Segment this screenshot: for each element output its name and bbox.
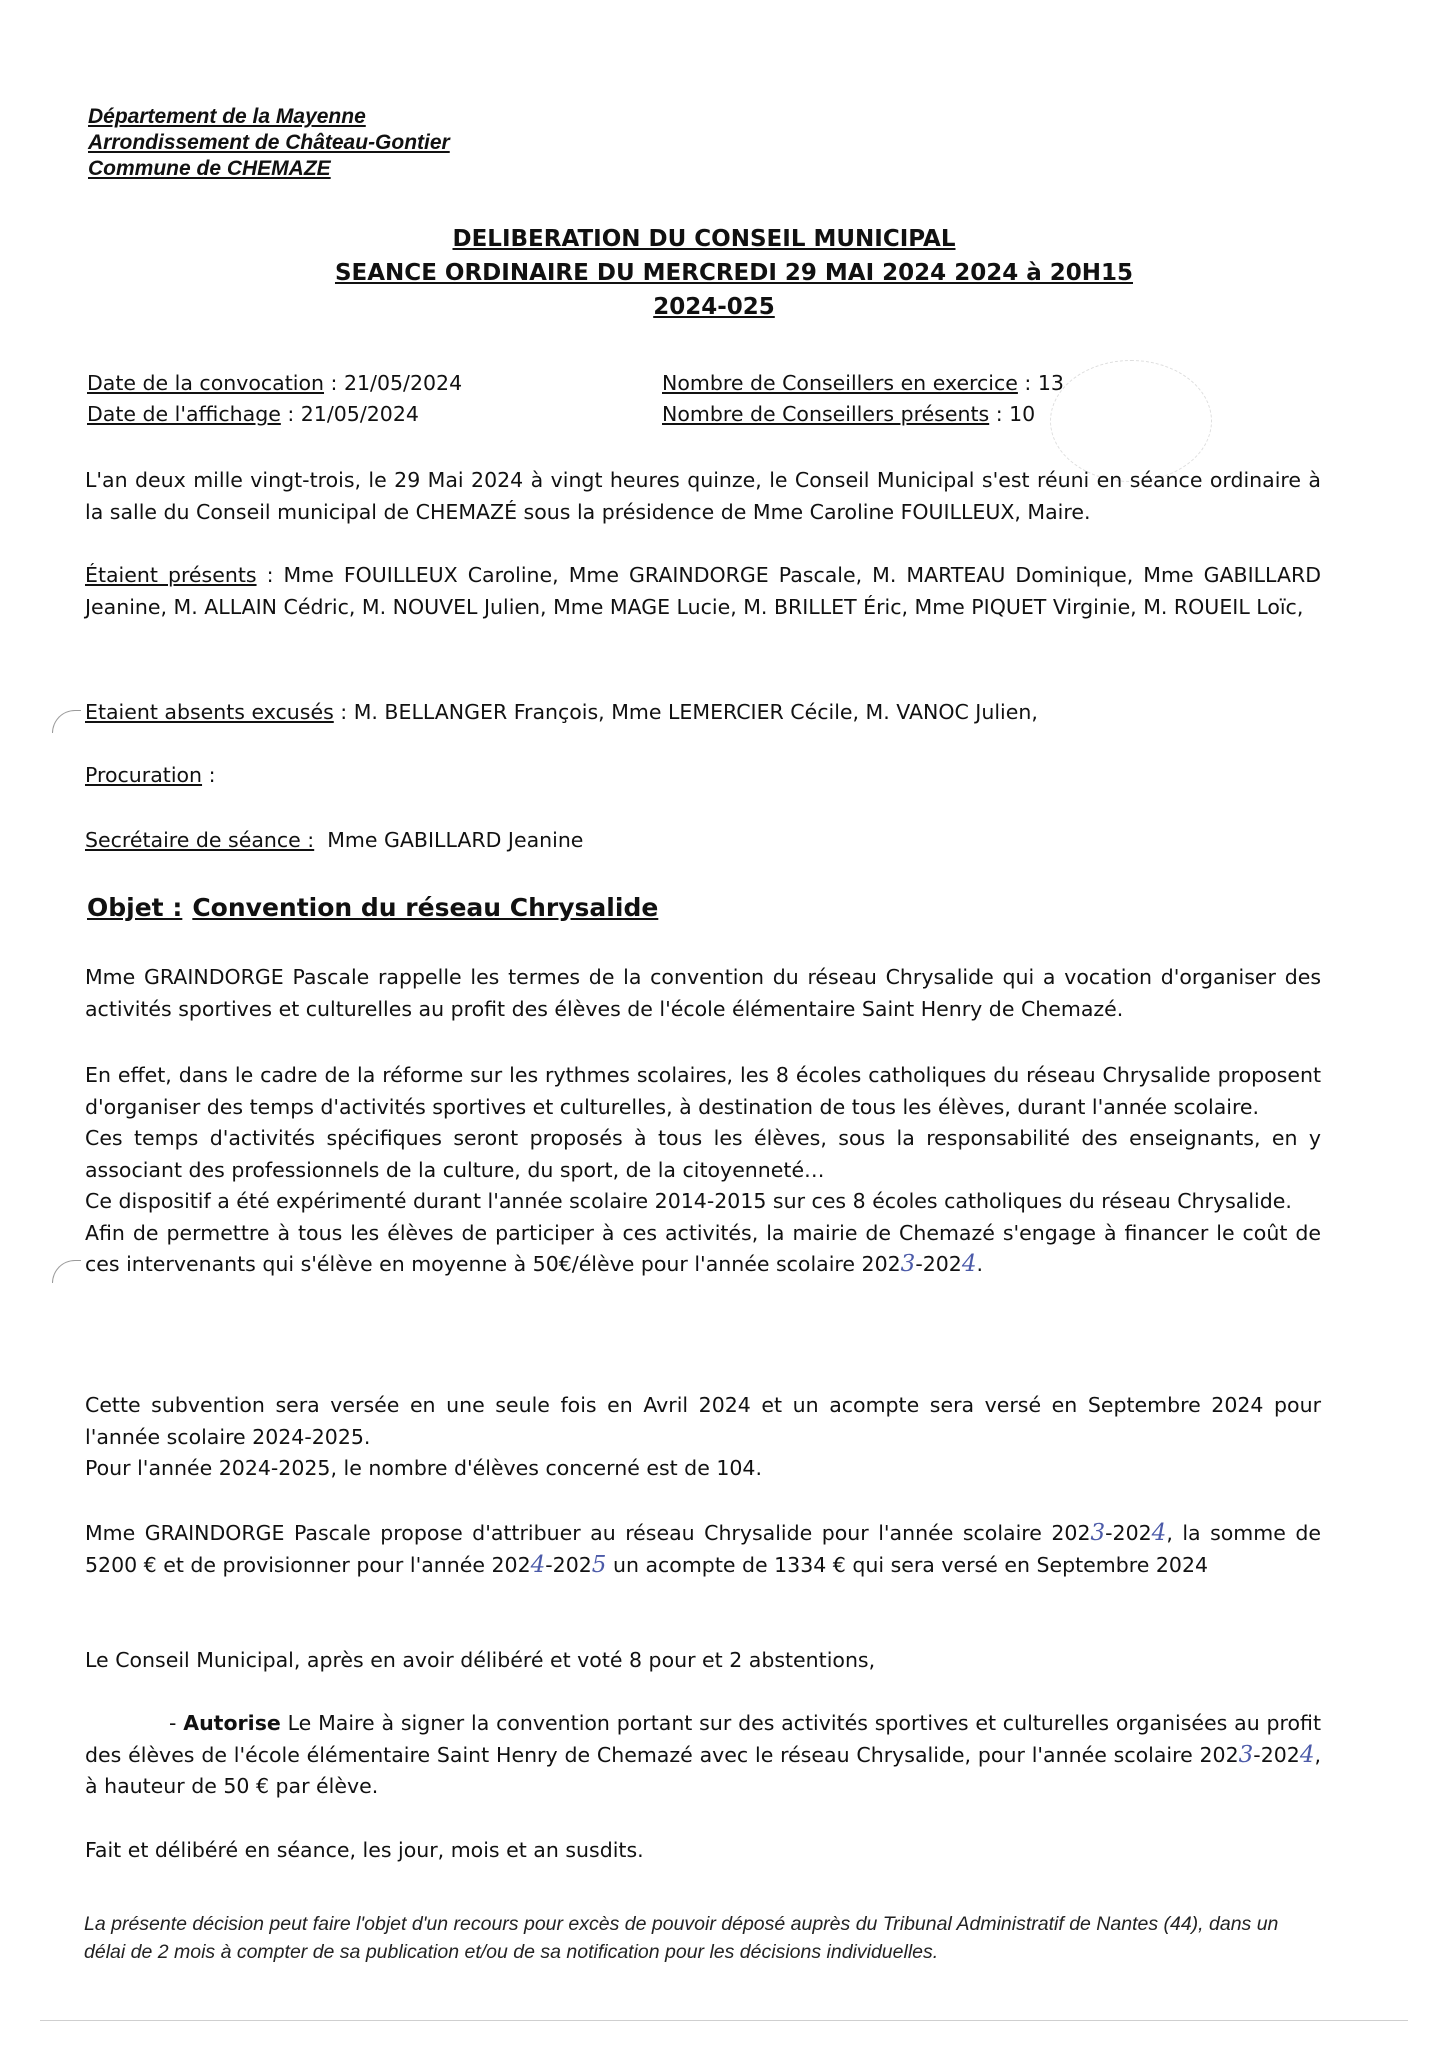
handwritten-correction: 4	[961, 1251, 977, 1277]
councillors-presents	[662, 399, 1064, 430]
punch-hole-mark	[52, 710, 81, 733]
procuration-paragraph	[85, 760, 1321, 792]
affichage-value: : 21/05/2024	[280, 402, 419, 426]
page-bottom-rule	[40, 2020, 1408, 2021]
secretaire-value: Mme GABILLARD Jeanine	[314, 828, 584, 852]
document-title	[0, 222, 1448, 324]
decision-item: - Autorise Le Maire à signer la convention portant sur des activités sportives et culturelles organisées au profit des élèves de l'école élémentaire Saint Henry de Chemazé avec le réseau Chrysalide, pour l'année scolaire 2023-2024, à hauteur de 50 € par élève.	[85, 1711, 1321, 1798]
vote-text: Le Conseil Municipal, après en avoir délibéré et voté 8 pour et 2 abstentions,	[85, 1648, 876, 1672]
body-text-7: Pour l'année 2024-2025, le nombre d'élèves concerné est de 104.	[85, 1456, 762, 1480]
absents-paragraph	[85, 697, 1321, 729]
title-seance: SEANCE ORDINAIRE DU MERCREDI 29 MAI 2024 2024 à 20H15	[334, 260, 1133, 286]
exercice-label: Nombre de Conseillers en exercice	[662, 371, 1018, 395]
vote-paragraph	[85, 1645, 1321, 1677]
handwritten-correction: 4	[1299, 1741, 1315, 1768]
dates-block	[87, 368, 462, 430]
closing-text: Fait et délibéré en séance, les jour, mois et an susdits.	[85, 1838, 644, 1862]
secretaire-label: Secrétaire de séance :	[85, 828, 315, 852]
objet-value: Convention du réseau Chrysalide	[192, 893, 659, 922]
commune-line: Commune de CHEMAZE	[88, 157, 331, 180]
decision-verb: Autorise	[183, 1711, 281, 1735]
presents-count-value: : 10	[989, 402, 1036, 426]
body-paragraph-group	[85, 1060, 1321, 1281]
convocation-label: Date de la convocation	[87, 371, 325, 395]
title-number: 2024-025	[653, 294, 775, 320]
closing-paragraph	[85, 1835, 1321, 1867]
body-text-1: Mme GRAINDORGE Pascale rappelle les termes de la convention du réseau Chrysalide qui a vocation d'organiser des activités sportives et culturelles au profit des élèves de l'école élémentaire Saint Henry de Chemazé.	[85, 965, 1321, 1021]
body-text-8: Mme GRAINDORGE Pascale propose d'attribuer au réseau Chrysalide pour l'année scolaire 2023-2024, la somme de 5200 € et de provisionner pour l'année 2024-2025 un acompte de 1334 € qui sera versé en Septembre 2024	[85, 1520, 1321, 1578]
affichage-date	[87, 399, 462, 430]
presents-paragraph	[85, 560, 1321, 623]
body-paragraph-subvention	[85, 1390, 1321, 1485]
body-text-2: En effet, dans le cadre de la réforme sur les rythmes scolaires, les 8 écoles catholiques du réseau Chrysalide proposent d'organiser des temps d'activités sportives et culturelles, à destination de tous les élèves, durant l'année scolaire.	[85, 1063, 1321, 1119]
secretaire-paragraph	[85, 825, 1321, 857]
handwritten-correction: 3	[1238, 1741, 1254, 1768]
absents-list: : M. BELLANGER François, Mme LEMERCIER Cécile, M. VANOC Julien,	[333, 700, 1038, 724]
legal-footnote: La présente décision peut faire l'objet d'un recours pour excès de pouvoir déposé auprès du Tribunal Administratif de Nantes (44), dans un délai de 2 mois à compter de sa publication et/ou de sa notification pour les décisions individuelles.	[84, 1913, 1279, 1963]
handwritten-correction: 3	[1090, 1520, 1106, 1546]
procuration-value: :	[202, 763, 216, 787]
handwritten-correction: 5	[591, 1551, 607, 1578]
department-line: Département de la Mayenne	[88, 105, 366, 128]
convocation-value: : 21/05/2024	[324, 371, 463, 395]
body-text-6: Cette subvention sera versée en une seule fois en Avril 2024 et un acompte sera versé en Septembre 2024 pour l'année scolaire 2024-2025.	[85, 1393, 1321, 1449]
exercice-value: : 13	[1017, 371, 1064, 395]
presents-count-label: Nombre de Conseillers présents	[662, 402, 990, 426]
objet-heading	[87, 891, 658, 925]
administrative-header	[88, 104, 450, 182]
convocation-date	[87, 368, 462, 399]
title-deliberation: DELIBERATION DU CONSEIL MUNICIPAL	[452, 226, 956, 252]
body-text-3: Ces temps d'activités spécifiques seront proposés à tous les élèves, sous la responsabilité des enseignants, en y associant des professionnels de la culture, du sport, de la citoyenneté…	[85, 1126, 1321, 1182]
intro-text: L'an deux mille vingt-trois, le 29 Mai 2024 à vingt heures quinze, le Conseil Municipal s'est réuni en séance ordinaire à la salle du Conseil municipal de CHEMAZÉ sous la présidence de Mme Caroline FOUILLEUX, Maire.	[85, 468, 1321, 524]
affichage-label: Date de l'affichage	[87, 402, 281, 426]
councillors-block	[662, 368, 1064, 430]
body-text-4: Ce dispositif a été expérimenté durant l'année scolaire 2014-2015 sur ces 8 écoles catholiques du réseau Chrysalide.	[85, 1189, 1292, 1213]
presents-list: : Mme FOUILLEUX Caroline, Mme GRAINDORGE Pascale, M. MARTEAU Dominique, Mme GABILLARD Jeanine, M. ALLAIN Cédric, M. NOUVEL Julien, Mme MAGE Lucie, M. BRILLET Éric, Mme PIQUET Virginie, M. ROUEIL Loïc,	[85, 563, 1321, 619]
arrondissement-line: Arrondissement de Château-Gontier	[88, 131, 450, 154]
absents-label: Etaient absents excusés	[85, 700, 334, 724]
objet-label: Objet :	[87, 893, 183, 922]
presents-label: Étaient présents	[85, 563, 257, 587]
body-paragraph-proposal	[85, 1518, 1321, 1581]
intro-paragraph	[85, 465, 1321, 528]
body-text-5: Afin de permettre à tous les élèves de participer à ces activités, la mairie de Chemazé s'engage à financer le coût de ces intervenants qui s'élève en moyenne à 50€/élève pour l'année scolaire 2023-2024.	[85, 1220, 1321, 1277]
body-paragraph-1	[85, 962, 1321, 1025]
handwritten-correction: 3	[900, 1251, 916, 1277]
handwritten-correction: 4	[1151, 1520, 1167, 1546]
punch-hole-mark	[52, 1260, 81, 1283]
faint-stamp-mark	[1050, 360, 1212, 482]
handwritten-correction: 4	[530, 1551, 546, 1578]
procuration-label: Procuration	[85, 763, 203, 787]
councillors-exercice	[662, 368, 1064, 399]
